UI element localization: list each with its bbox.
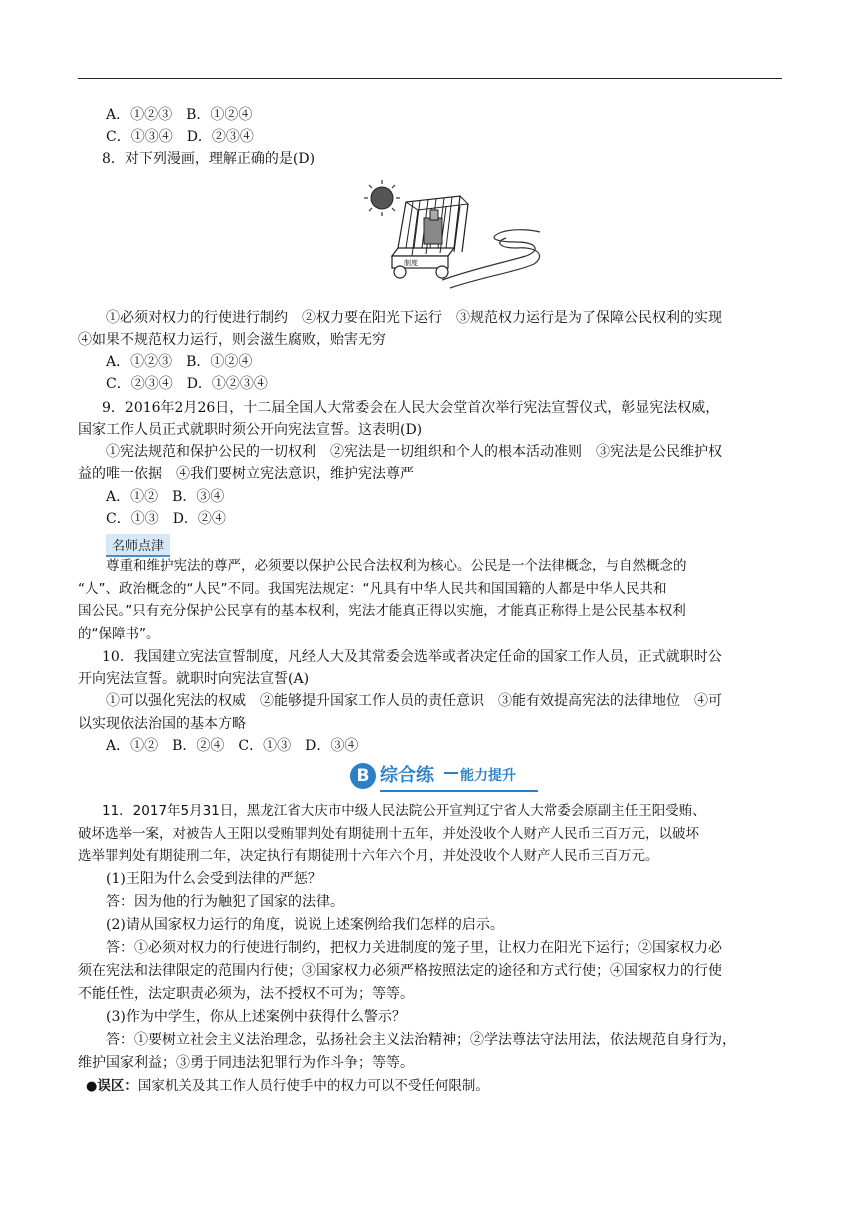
section-title: 综合练 xyxy=(380,765,434,786)
misconception-note xyxy=(78,1075,782,1098)
q11-answer-2-line-3: 不能任性，法定职责必须为，法不授权不可为；等等。 xyxy=(78,986,414,1002)
misconception-label: 误区： xyxy=(97,1078,138,1094)
section-banner xyxy=(350,762,538,792)
q8-options-ab: A．①②③ B．①②④ xyxy=(106,354,253,370)
arrow-icon xyxy=(444,772,458,774)
q9-statement-1: ①宪法规范和保护公民的一切权利 ②宪法是一切组织和个人的根本活动准则 ③宪法是公民维护权 xyxy=(106,444,722,460)
section-badge: B xyxy=(350,763,376,789)
teacher-tip-line-4: 的“保障书”。 xyxy=(78,626,160,642)
q10-statement-2: 以实现依法治国的基本方略 xyxy=(78,716,246,732)
q11-passage-line-2: 破坏选举一案，对被告人王阳以受贿罪判处有期徒刑十五年，并处没收个人财产人民币三百万元，以破坏 xyxy=(78,826,699,842)
teacher-tip-line-3: 国公民。”只有充分保护公民享有的基本权利，宪法才能真正得以实施，才能真正称得上是公民基本权利 xyxy=(78,603,686,619)
q11-passage-line-1: 11．2017年5月31日，黑龙江省大庆市中级人民法院公开宣判辽宁省人大常委会原副主任王阳受贿、 xyxy=(102,803,706,819)
q10-stem-line-1: 10．我国建立宪法宣誓制度，凡经人大及其常委会选举或者决定任命的国家工作人员，正式就职时公 xyxy=(102,649,722,665)
teacher-tip-line-2: “人”、政治概念的“人民”不同。我国宪法规定：“凡具有中华人民共和国国籍的人都是中华人民共和 xyxy=(78,581,667,597)
q11-answer-1: 答：因为他的行为触犯了国家的法律。 xyxy=(106,894,344,910)
q8-options-cd: C．②③④ D．①②③④ xyxy=(106,376,268,392)
header-rule xyxy=(78,78,782,79)
q9-stem-line-1: 9．2016年2月26日，十二届全国人大常委会在人民大会堂首次举行宪法宣誓仪式，彰显宪法权威， xyxy=(102,400,720,416)
q11-answer-2-line-1: 答：①必须对权力的行使进行制约，把权力关进制度的笼子里，让权力在阳光下运行；②国家权力必 xyxy=(106,940,722,956)
q9-options-cd: C．①③ D．②④ xyxy=(106,511,226,527)
q11-sub-question-2: (2)请从国家权力运行的角度，说说上述案例给我们怎样的启示。 xyxy=(106,917,504,933)
q11-sub-question-1: (1)王阳为什么会受到法律的严惩？ xyxy=(106,871,322,887)
section-subtitle: 能力提升 xyxy=(460,768,516,784)
section-underline xyxy=(380,790,538,792)
q11-answer-2-line-2: 须在宪法和法律限定的范围内行使；③国家权力必须严格按照法定的途径和方式行使；④国家权力的行使 xyxy=(78,963,722,979)
q11-sub-question-3: (3)作为中学生，你从上述案例中获得什么警示？ xyxy=(106,1009,406,1025)
sun-icon xyxy=(364,180,400,216)
teacher-tip-label: 名师点津 xyxy=(106,534,170,557)
misconception-text: 国家机关及其工作人员行使手中的权力可以不受任何限制。 xyxy=(137,1078,489,1094)
q11-answer-3-line-1: 答：①要树立社会主义法治理念，弘扬社会主义法治精神；②学法尊法守法用法，依法规范自身行为， xyxy=(106,1032,736,1048)
q9-options-ab: A．①② B．③④ xyxy=(106,489,225,505)
cart-label: 制度 xyxy=(404,259,418,267)
q10-statement-1: ①可以强化宪法的权威 ②能够提升国家工作人员的责任意识 ③能有效提高宪法的法律地位 ④可 xyxy=(106,693,722,709)
q9-statement-2: 益的唯一依据 ④我们要树立宪法意识，维护宪法尊严 xyxy=(78,466,414,482)
q8-stem: 8．对下列漫画，理解正确的是(D) xyxy=(102,151,316,167)
q10-options: A．①② B．②④ C．①③ D．③④ xyxy=(106,738,359,754)
q11-answer-3-line-2: 维护国家利益；③勇于同违法犯罪行为作斗争；等等。 xyxy=(78,1055,414,1071)
q10-stem-line-2: 开向宪法宣誓。就职时向宪法宣誓(A) xyxy=(78,671,310,687)
q11-passage-line-3: 选举罪判处有期徒刑二年，决定执行有期徒刑十六年六个月，并处没收个人财产人民币三百万元。 xyxy=(78,848,659,864)
q7-options-ab: A．①②③ B．①②④ xyxy=(106,107,253,123)
cage-cartoon-illustration xyxy=(356,176,542,290)
q7-options-cd: C．①③④ D．②③④ xyxy=(106,129,254,145)
teacher-tip-line-1: 尊重和维护宪法的尊严，必须要以保护公民合法权利为核心。公民是一个法律概念，与自然概念的 xyxy=(106,558,687,574)
bullet-icon: ● xyxy=(86,1079,98,1094)
q8-statement-2: ④如果不规范权力运行，则会滋生腐败，贻害无穷 xyxy=(78,332,386,348)
q8-statement-1: ①必须对权力的行使进行制约 ②权力要在阳光下运行 ③规范权力运行是为了保障公民权利的实现 xyxy=(106,310,722,326)
q9-stem-line-2: 国家工作人员正式就职时须公开向宪法宣誓。这表明(D) xyxy=(78,422,423,438)
